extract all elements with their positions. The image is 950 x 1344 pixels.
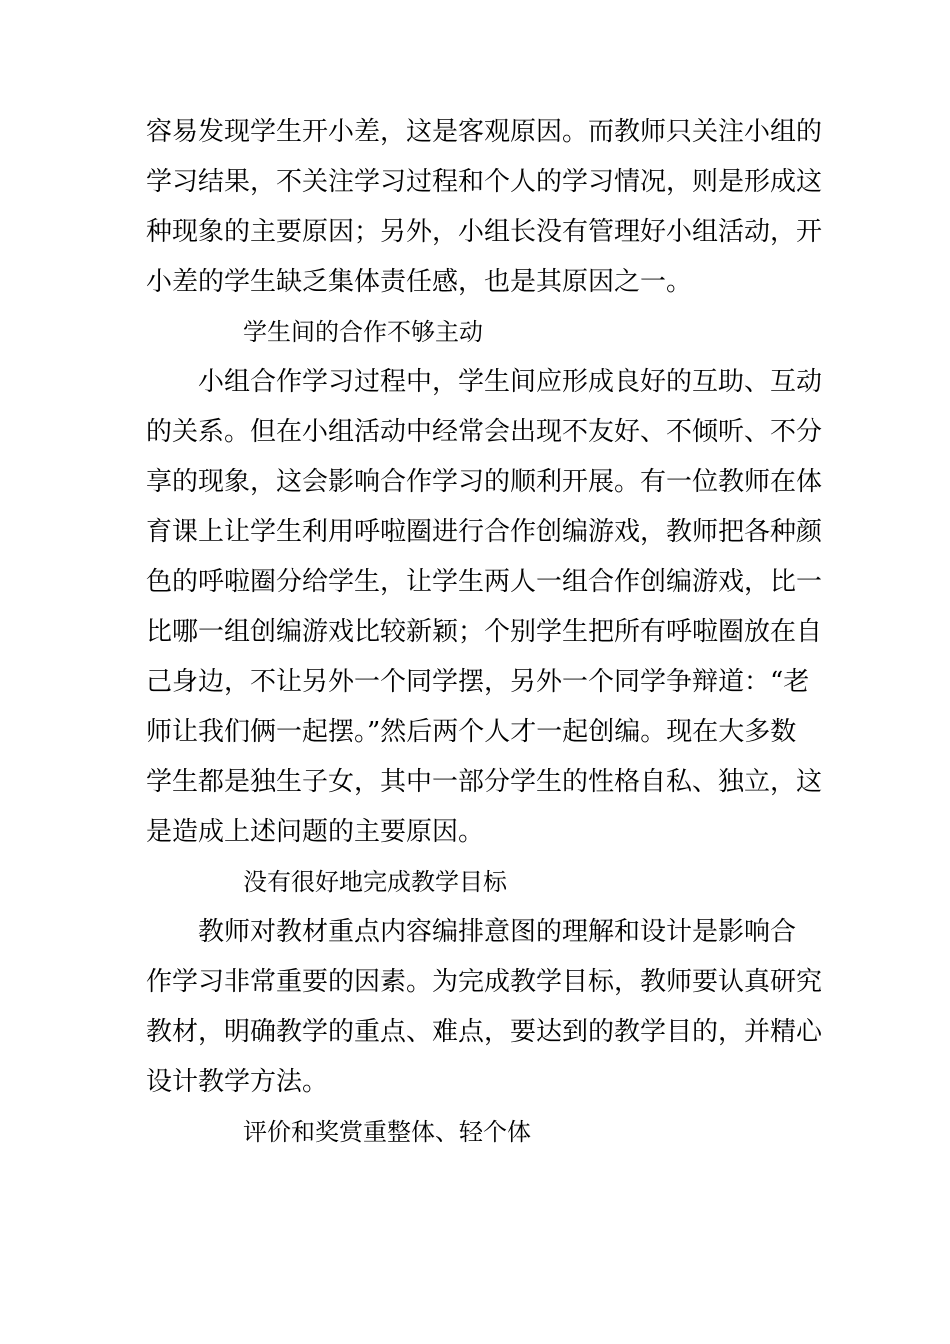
paragraph-3-line-3: 教材，明确教学的重点、难点，要达到的教学目的，并精心 [146, 1017, 823, 1047]
paragraph-2-line-2: 的关系。但在小组活动中经常会出现不友好、不倾听、不分 [146, 417, 823, 447]
paragraph-3-line-1: 教师对教材重点内容编排意图的理解和设计是影响合 [198, 917, 797, 947]
paragraph-2-line-3: 享的现象，这会影响合作学习的顺利开展。有一位教师在体 [146, 467, 823, 497]
paragraph-2-line-10: 是造成上述问题的主要原因。 [146, 817, 485, 847]
paragraph-2-line-4: 育课上让学生利用呼啦圈进行合作创编游戏，教师把各种颜 [146, 517, 823, 547]
paragraph-1-line-1: 容易发现学生开小差，这是客观原因。而教师只关注小组的 [146, 117, 823, 147]
section-heading-3: 评价和奖赏重整体、轻个体 [243, 1118, 531, 1146]
paragraph-3-line-4: 设计教学方法。 [146, 1067, 329, 1097]
section-heading-1: 学生间的合作不够主动 [243, 318, 483, 346]
paragraph-2-line-1: 小组合作学习过程中，学生间应形成良好的互助、互动 [198, 367, 823, 397]
paragraph-1-line-4: 小差的学生缺乏集体责任感，也是其原因之一。 [146, 267, 693, 297]
paragraph-1-line-3: 种现象的主要原因；另外，小组长没有管理好小组活动，开 [146, 217, 823, 247]
section-heading-2: 没有很好地完成教学目标 [243, 868, 507, 896]
paragraph-2-line-8: 师让我们俩一起摆。”然后两个人才一起创编。现在大多数 [146, 717, 797, 747]
paragraph-2-line-5: 色的呼啦圈分给学生，让学生两人一组合作创编游戏，比一 [146, 567, 823, 597]
paragraph-2-line-7: 己身边，不让另外一个同学摆，另外一个同学争辩道：“老 [146, 667, 810, 697]
paragraph-2-line-9: 学生都是独生子女，其中一部分学生的性格自私、独立，这 [146, 767, 823, 797]
paragraph-1-line-2: 学习结果，不关注学习过程和个人的学习情况，则是形成这 [146, 167, 823, 197]
paragraph-3-line-2: 作学习非常重要的因素。为完成教学目标，教师要认真研究 [146, 967, 823, 997]
paragraph-2-line-6: 比哪一组创编游戏比较新颖；个别学生把所有呼啦圈放在自 [146, 617, 823, 647]
